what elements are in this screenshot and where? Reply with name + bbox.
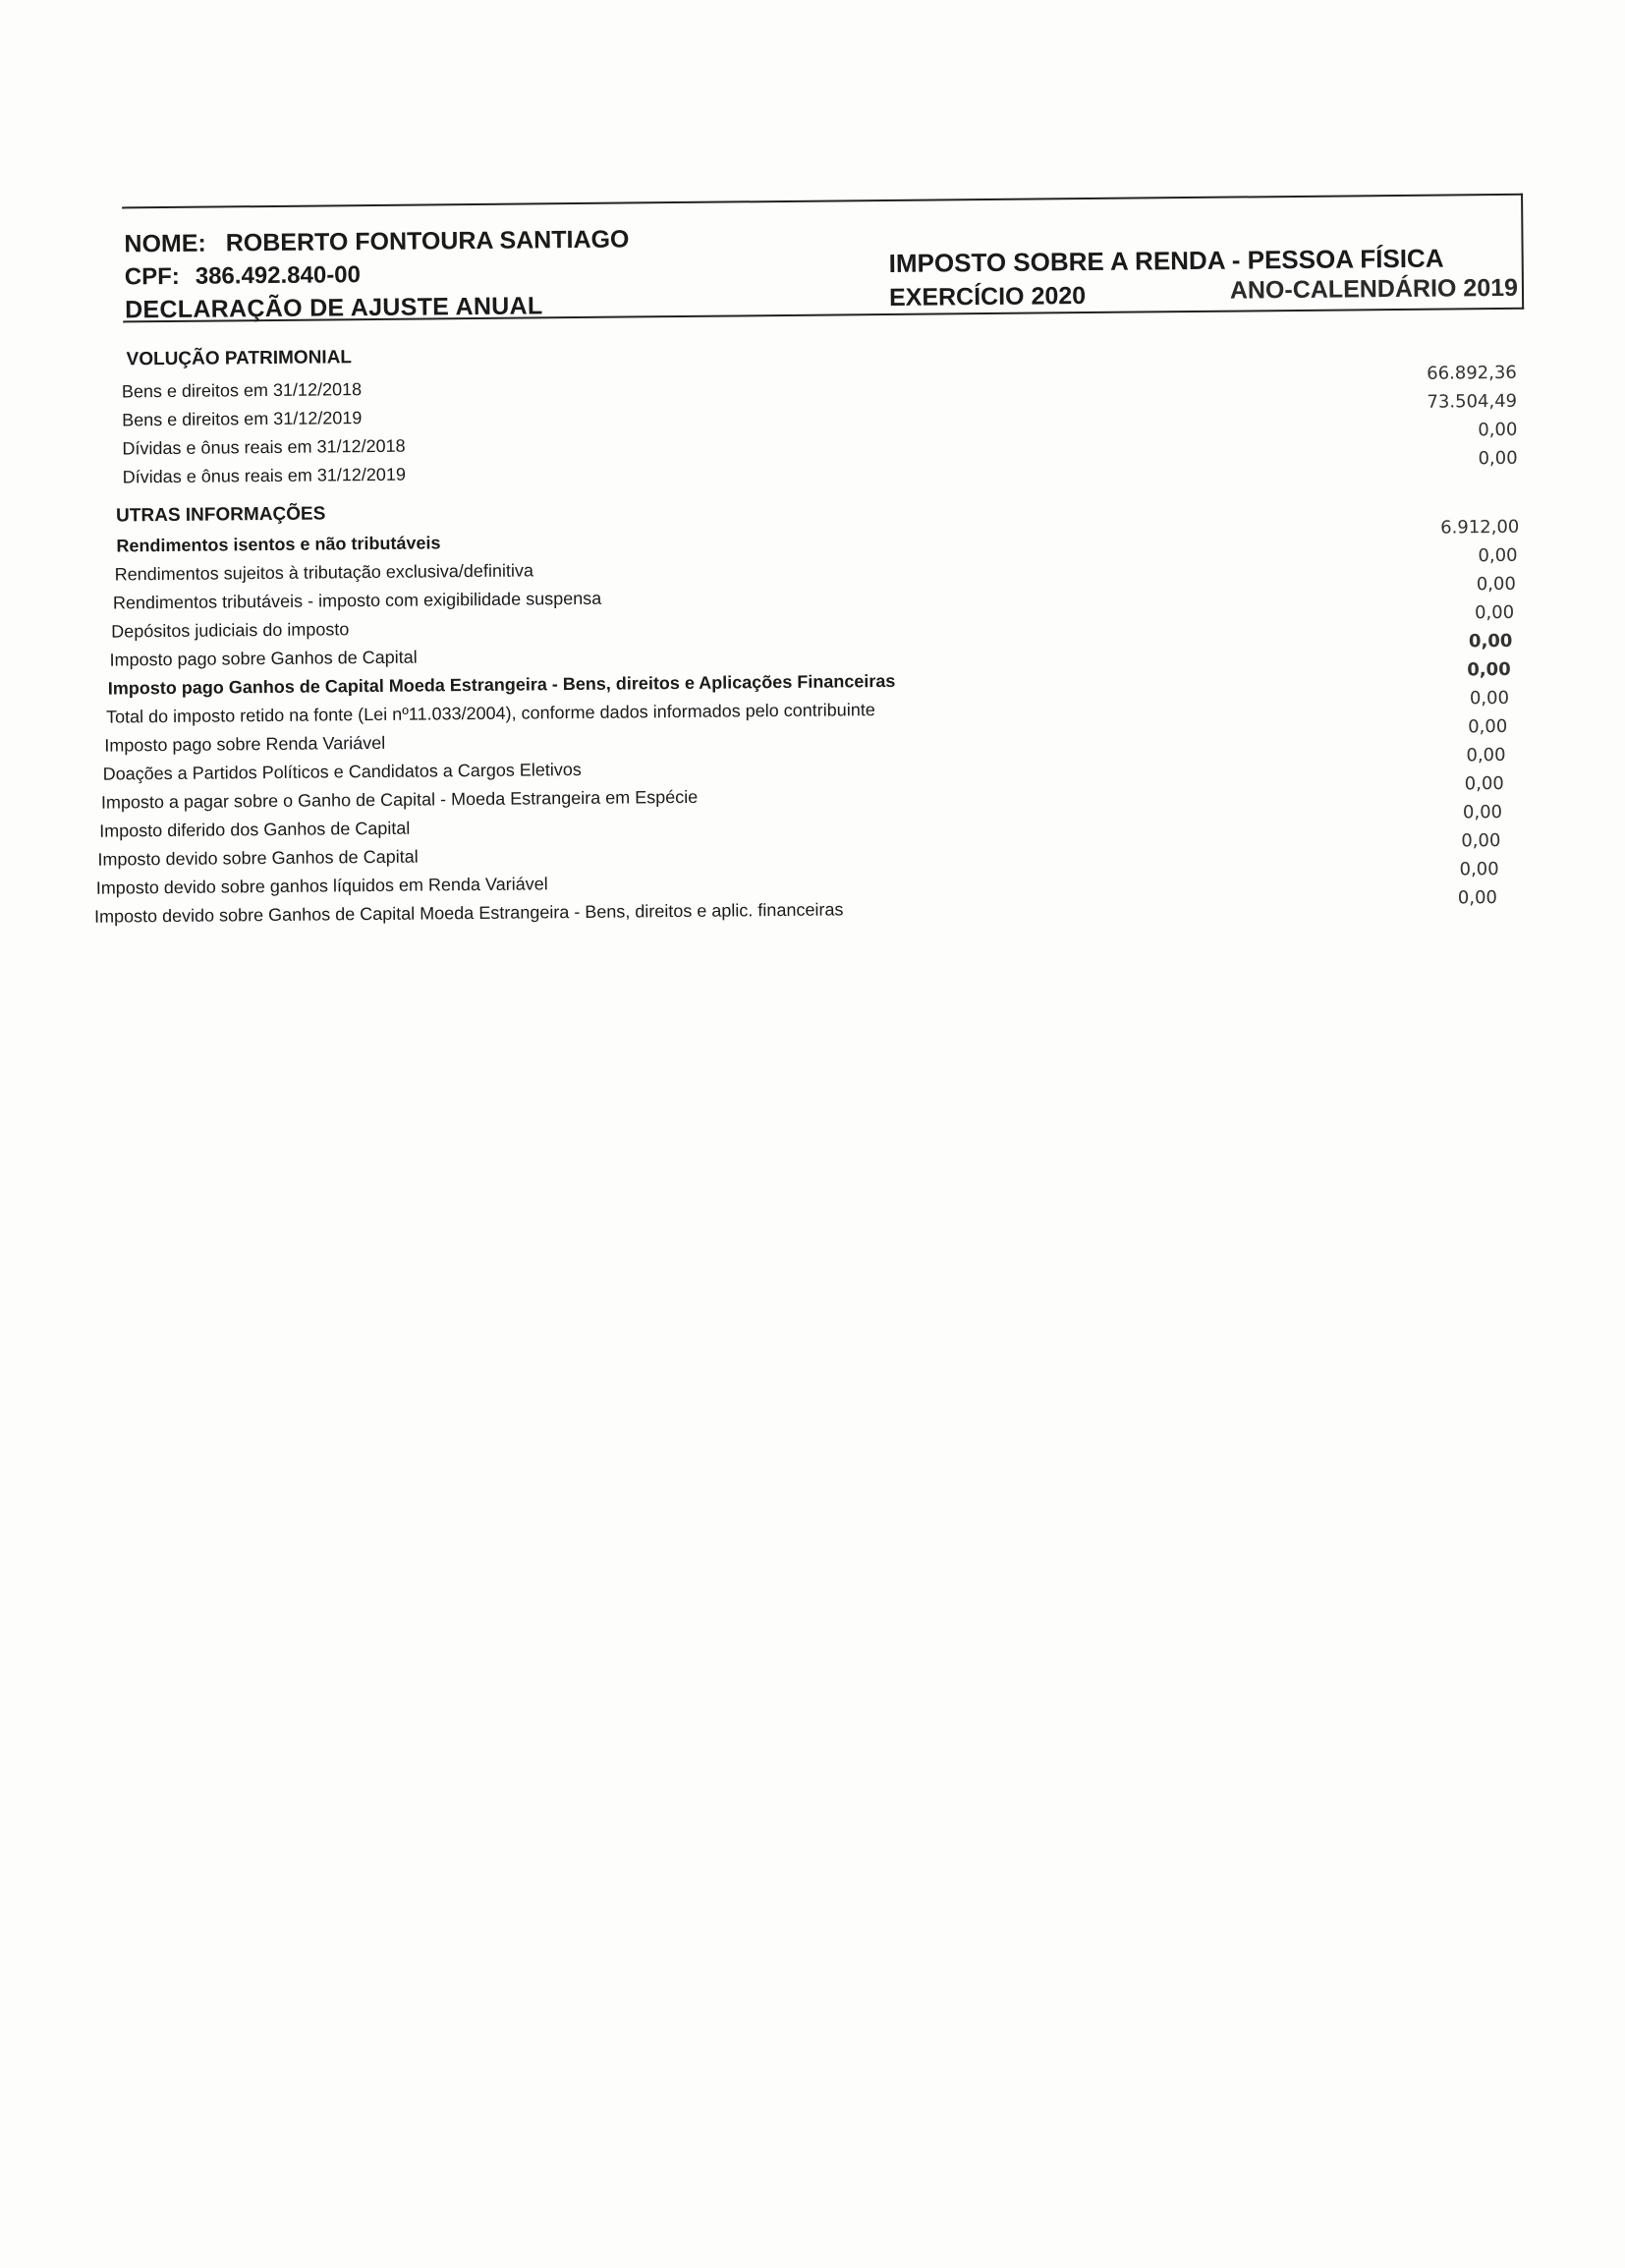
row-value: 0,00 — [1462, 801, 1503, 823]
row-value: 0,00 — [1466, 744, 1506, 766]
row-label: Doações a Partidos Políticos e Candidatos a Cargos Eletivos — [102, 759, 582, 784]
row-value: 0,00 — [1459, 859, 1499, 880]
row-value: 0,00 — [1469, 687, 1510, 709]
row-label: Imposto pago Ganhos de Capital Moeda Estrangeira - Bens, direitos e Aplicações Financeiras — [107, 670, 896, 699]
row-value: 66.892,36 — [1427, 362, 1517, 384]
name-value: ROBERTO FONTOURA SANTIAGO — [225, 225, 630, 257]
section-title-evolucao: VOLUÇÃO PATRIMONIAL — [126, 347, 353, 370]
cpf-label: CPF: — [124, 262, 180, 291]
row-label: Imposto devido sobre Ganhos de Capital Moeda Estrangeira - Bens, direitos e aplic. financeiras — [93, 899, 844, 927]
row-label: Imposto devido sobre Ganhos de Capital — [97, 846, 419, 870]
row-label: Imposto pago sobre Ganhos de Capital — [109, 647, 418, 670]
document-title: IMPOSTO SOBRE A RENDA - PESSOA FÍSICA — [888, 243, 1444, 278]
row-value: 0,00 — [1478, 419, 1518, 441]
row-value: 0,00 — [1478, 544, 1518, 567]
calendar-year: ANO-CALENDÁRIO 2019 — [1229, 273, 1519, 305]
row-value: 0,00 — [1467, 658, 1511, 681]
row-value: 0,00 — [1478, 447, 1518, 470]
row-label: Depósitos judiciais do imposto — [111, 619, 350, 642]
row-label: Rendimentos tributáveis - imposto com exigibilidade suspensa — [112, 588, 602, 613]
row-label: Imposto a pagar sobre o Ganho de Capital - Moeda Estrangeira em Espécie — [100, 786, 699, 813]
row-value: 0,00 — [1457, 887, 1498, 909]
declaration-header — [122, 194, 1524, 323]
row-label: Dívidas e ônus reais em 31/12/2018 — [122, 435, 406, 459]
taxpayer-cpf — [125, 261, 361, 291]
row-value: 0,00 — [1464, 772, 1504, 795]
row-label: Rendimentos isentos e não tributáveis — [116, 533, 441, 556]
row-label: Bens e direitos em 31/12/2019 — [122, 408, 363, 430]
row-value: 0,00 — [1468, 630, 1513, 652]
row-label: Bens e direitos em 31/12/2018 — [121, 379, 363, 402]
row-label: Imposto diferido dos Ganhos de Capital — [99, 818, 411, 841]
row-value: 0,00 — [1461, 830, 1501, 852]
row-value: 0,00 — [1468, 715, 1508, 738]
row-label: Dívidas e ônus reais em 31/12/2019 — [122, 464, 407, 487]
cpf-value: 386.492.840-00 — [195, 261, 362, 290]
taxpayer-name — [124, 225, 629, 258]
declaration-type: DECLARAÇÃO DE AJUSTE ANUAL — [124, 292, 543, 324]
exercise-year: EXERCÍCIO 2020 — [888, 282, 1087, 312]
row-label: Imposto devido sobre ganhos líquidos em Renda Variável — [95, 874, 548, 898]
row-value: 0,00 — [1476, 573, 1516, 595]
row-label: Total do imposto retido na fonte (Lei nº11.033/2004), conforme dados informados pelo contribuinte — [105, 700, 875, 727]
row-value: 0,00 — [1474, 601, 1515, 624]
row-value: 73.504,49 — [1427, 390, 1518, 413]
section-title-outras: UTRAS INFORMAÇÕES — [116, 503, 326, 527]
row-label: Rendimentos sujeitos à tributação exclusiva/definitiva — [114, 560, 534, 585]
row-label: Imposto pago sobre Renda Variável — [104, 732, 386, 756]
row-value: 6.912,00 — [1440, 516, 1520, 539]
name-label: NOME: — [124, 229, 206, 258]
